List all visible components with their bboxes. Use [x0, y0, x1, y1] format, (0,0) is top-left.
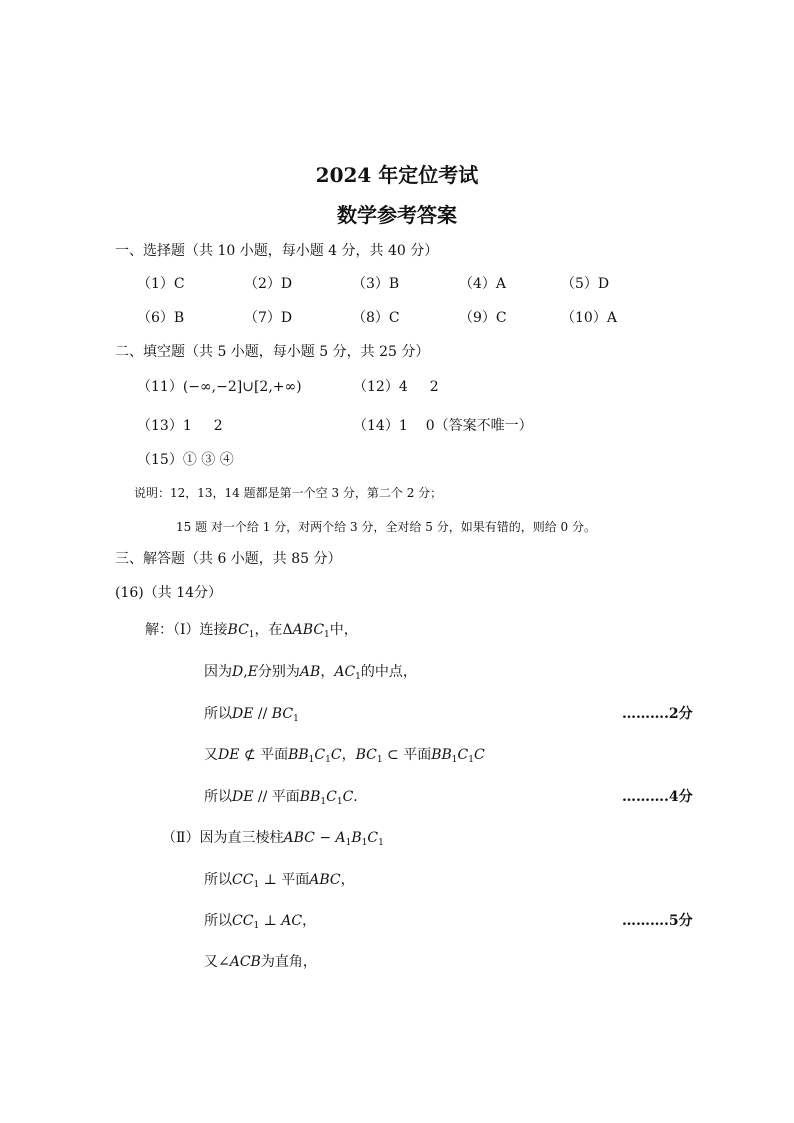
section-heading-fill: 二、填空题（共 5 小题，每小题 5 分，共 25 分） — [115, 344, 430, 360]
choice-answer: （9）C — [459, 310, 507, 326]
solution-line-connect: 解：（Ⅰ）连接$BC_1$，在$\Delta ABC_1$中， — [145, 622, 358, 640]
fill-answer-15: （15）① ③ ④ — [137, 452, 234, 468]
solution-line-perp-line: 所以$CC_1$ ⊥ AC， — [204, 913, 317, 931]
solution-line-perp-plane: 所以$CC_1$ ⊥ 平面ABC， — [204, 872, 355, 890]
solution-line-right-angle: 又∠ACB为直角， — [204, 954, 317, 970]
choice-answer: （1）C — [137, 276, 185, 292]
section-heading-choice: 一、选择题（共 10 小题，每小题 4 分，共 40 分） — [115, 243, 439, 259]
choice-answer: （5）D — [561, 276, 610, 292]
scoring-note-2: 15 题 对一个给 1 分，对两个给 3 分，全对给 5 分，如果有错的，则给 0 分。 — [176, 520, 596, 534]
solution-line-prism: （Ⅱ）因为直三棱柱ABC − $A_1B_1C_1$ — [162, 830, 384, 848]
choice-answer: （6）B — [137, 310, 185, 326]
fill-answer-12: （12）4 2 — [353, 379, 439, 395]
question-16-heading: (16)（共 14分） — [115, 585, 223, 601]
choice-answer: （3）B — [352, 276, 400, 292]
choice-answer: （2）D — [244, 276, 293, 292]
choice-answer: （7）D — [244, 310, 293, 326]
fill-answer-11: （11）(−∞,−2]∪[2,+∞) — [137, 379, 302, 395]
solution-line-parallel: 所以DE // $BC_1$ — [204, 706, 299, 724]
choice-answer: （10）A — [561, 310, 617, 326]
solution-line-midpoints: 因为D,E分别为AB，$AC_1$的中点， — [204, 664, 417, 682]
score-mark-4: ……….4分 — [622, 789, 693, 805]
fill-answer-14: （14）1 0（答案不唯一） — [353, 418, 533, 434]
page-title: 2024 年定位考试 — [315, 163, 479, 187]
fill-answer-13: （13）1 2 — [137, 418, 223, 434]
solution-line-conclusion: 所以DE // 平面$BB_1C_1C$． — [204, 789, 368, 807]
solution-line-plane: 又DE ⊄ 平面$BB_1C_1C$，$BC_1$ ⊂ 平面$BB_1C_1C$ — [204, 747, 485, 765]
score-mark-5: ……….5分 — [622, 913, 693, 929]
page-subtitle: 数学参考答案 — [337, 203, 457, 227]
section-heading-solve: 三、解答题（共 6 小题，共 85 分） — [115, 551, 342, 567]
choice-answer: （8）C — [352, 310, 400, 326]
scoring-note-1: 说明：12，13，14 题都是第一个空 3 分，第二个 2 分； — [134, 486, 443, 500]
score-mark-2: ……….2分 — [622, 706, 693, 722]
choice-answer: （4）A — [459, 276, 507, 292]
